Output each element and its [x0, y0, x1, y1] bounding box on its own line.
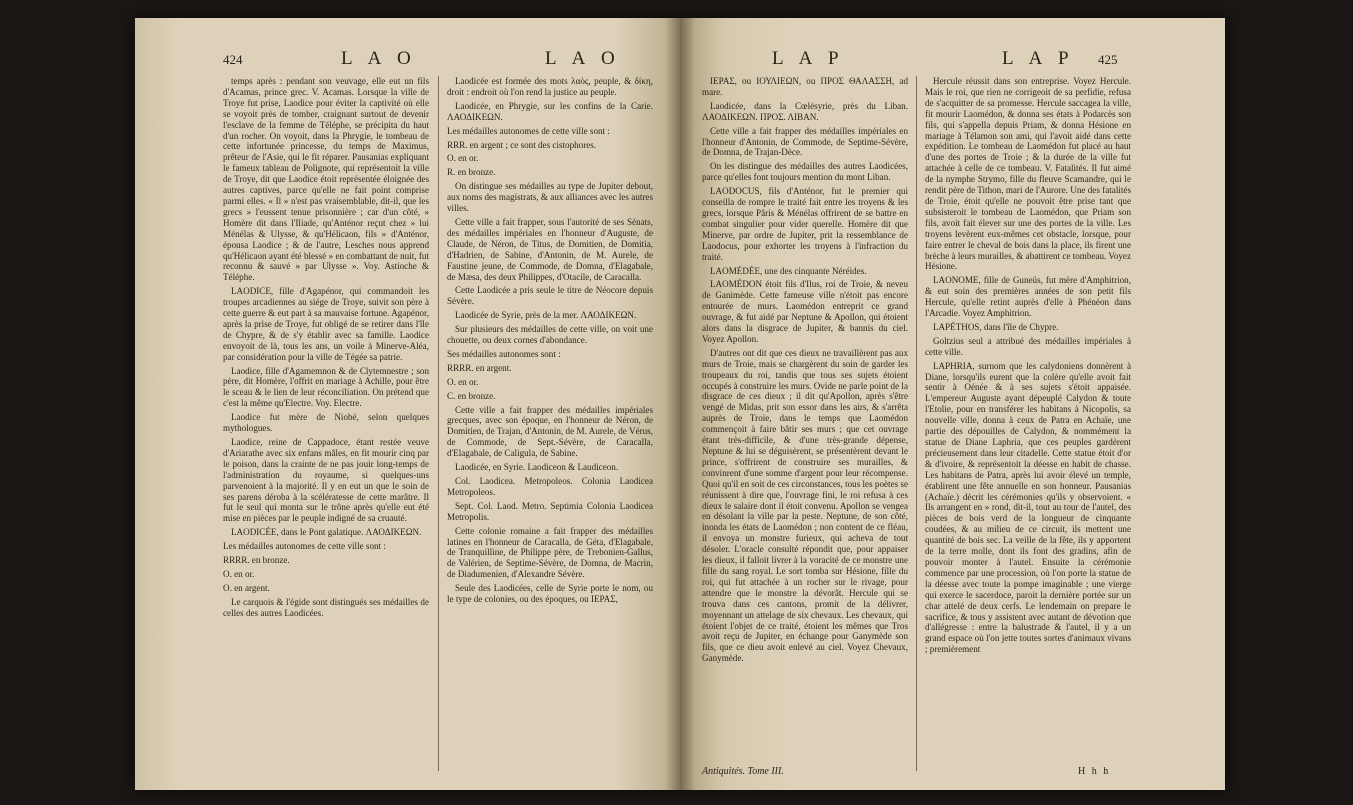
- right-running-head: [702, 48, 1122, 70]
- paragraph: Ses médailles autonomes sont :: [447, 348, 561, 359]
- right-page: [680, 18, 1225, 790]
- paragraph: Col. Laodicea. Metropoleos. Colonia Laodicea Metropoleos.: [447, 476, 653, 497]
- paragraph: On les distingue des médailles des autres Laodicées, parce qu'elles font toujours mention du mont Liban.: [702, 161, 908, 183]
- footer-volume-text: Antiquités. Tome III.: [702, 766, 784, 777]
- left-column-1: [223, 76, 429, 622]
- page-number: 425: [1098, 52, 1118, 67]
- paragraph: Les médailles autonomes de cette ville sont :: [447, 125, 610, 136]
- paragraph: Sept. Col. Laod. Metro. Septimia Colonia Laodicea Metropolis.: [447, 500, 653, 522]
- paragraph: LAPHRIA, surnom que les calydoniens donnèrent à Diane, lorsqu'ils eurent que la colère qu'elle avoit fait sentir à Oénée & à ses sujets s'étoit appaisée. L'empereur Auguste ayant dépeuplé Calydon & toute l'Etolie, pour en transférer les habitans à Nicopolis, sa nouvelle ville, donna à ceux de Patra en Achaïe, une partie des dépouilles de Calydon, & nommément la statue de Diane Laphria, que ces peuples gardèrent précieusement dans leur citadelle. Cette statue étoit d'or & d'ivoire, & représentoit la déesse en habit de chasse. Les habitans de Patra, après lui avoir élevé un temple, établirent une fête annuelle en son honneur. Pausanias (Achaïe.) décrit les cérémonies qu'ils y observoient. « Ils arrangent en » rond, dit-il, tout au tour de l'autel, des pièces de bois verd de la longueur de cinquante coudées, & au milieu de ce circuit, ils mettent une quantité de bois sec. La veille de la fête, ils y apportent de la terre molle, dont ils font des gradins, afin de pouvoir monter à l'autel. Ensuite la cérémonie commence par une procession, où l'on porte la statue de la déesse avec toute la pompe imaginable ; une vierge qui exerce le sacerdoce, paroit la dernière portée sur un char attelé de deux cerfs. Le lendemain on prepare le sacrifice, & tous y assistent avec autant de dévotion que d'allégresse : entre la balustrade & l'autel, il y a un grand espace où l'on jette toutes sortes d'animaux vivans ; premièrement: [925, 360, 1131, 655]
- page-number: 424: [223, 52, 243, 67]
- paragraph: Laodicée, dans la Cœlésyrie, près du Liban. ΛΑΟΔΙΚΕΩΝ. ΠΡΟΣ. ΛΙΒΑΝ.: [702, 100, 908, 122]
- paragraph: O. en or.: [447, 153, 479, 164]
- paragraph: LAOMÉDÉE, une des cinquante Néréides.: [710, 265, 867, 276]
- running-title-repeat: L A P: [772, 48, 845, 69]
- paragraph: temps après : pendant son veuvage, elle eut un fils d'Acamas, prince grec. V. Acamas. Lorsque la ville de Troye fut prise, Laodice pour éviter la captivité où elle se voyoit près de tomber, craignant surtout de devenir l'esclave de la femme de Téléphe, se précipita du haut d'un rocher. On voyoit, dans la Phrygie, le tombeau de cette infortunée princesse, du temps de Maximus, prêteur de l'Asie, qui le fit réparer. Pausanias expliquant le fameux tableau de Polignote, qui représentoit la ville de Troye, dit que Laodice étoit représentée éloignée des autres captives, parce qu'elle ne fait point comprise parmi elles. « Il » n'est pas vraisemblable, dit-il, que les grecs » l'eussent tenue prisonnière ; car d'un côté, » Homère dit dans l'Iliade, qu'Anténor reçut chez » lui Ménélas & Ulysse, & qu'Hélicaon, fils » d'Anténor, épousa Laodice ; & de l'autre, Lesches nous apprend qu'Hélicaon ayant été blessé » en combattant de nuit, fut reconnu & sauvé » par Ulysse ». Voy. Astioche & Téléphe.: [223, 76, 429, 283]
- paragraph: Cette colonie romaine a fait frapper des médailles latines en l'honneur de Caracalla, de Géta, d'Elagabale, de Tranquilline, de Philippe père, de Trebonien-Gallus, de Valérien, de Septime-Sévère, de Domna, de Macrin, de Diadumenien, d'Alexandre Sévère.: [447, 525, 653, 580]
- paragraph: Cette ville a fait frapper des médailles impériales en l'honneur d'Antonin, de Commode, de Septime-Sévère, de Domna, de Trajan-Dèce.: [702, 125, 908, 158]
- paragraph: Goltzius seul a attribué des médailles impériales à cette ville.: [925, 335, 1131, 357]
- signature-mark: H h h: [1078, 766, 1111, 777]
- paragraph: Laodicée, en Phrygie, sur les confins de la Carie. ΛΑΟΔΙΚΕΩΝ.: [447, 100, 653, 122]
- footer-volume: [702, 766, 784, 777]
- paragraph: R. en bronze.: [447, 167, 496, 178]
- paragraph: ΙΕΡΑΣ, ou ΙΟΥΛΙΕΩΝ, ou ΠΡΟΣ ΘΑΛΑΣΣΗ, ad mare.: [702, 76, 908, 97]
- paragraph: RRR. en argent ; ce sont des cistophores.: [447, 139, 597, 150]
- book-spread: [135, 18, 1225, 790]
- paragraph: LAOMÉDON étoit fils d'Ilus, roi de Troie, & neveu de Ganimède. Cette fameuse ville n'étoit pas encore entourée de murs. Laomédon entreprit ce grand ouvrage, & fut aidé par Neptune & Apollon, qui étoient alors dans la disgrace de Jupiter, & bannis du ciel. Voyez Apollon.: [702, 279, 908, 344]
- paragraph: RRRR. en argent.: [447, 362, 512, 373]
- paragraph: Cette Laodicée a pris seule le titre de Néocore depuis Sévère.: [447, 285, 653, 307]
- paragraph: LAPÉTHOS, dans l'île de Chypre.: [933, 321, 1059, 332]
- paragraph: Laodice, reine de Cappadoce, étant restée veuve d'Ariarathe avec six enfans mâles, en fit mourir cinq par le poison, dans la crainte de ne pas jouir long-temps de l'administration du royaume, si quelques-uns parvenoient à la majorité. Il y en eut un que le soin de ses parens déroba à la scélératesse de cette marâtre. Il fut le seul qui monta sur le trône après qu'elle eut été mise en pièces par le peuple indigné de sa cruauté.: [223, 437, 429, 524]
- left-column-2: [447, 76, 653, 608]
- left-page: [135, 18, 680, 790]
- paragraph: LAODICÉE, dans le Pont galatique. ΛΑΟΔΙΚΕΩΝ.: [231, 527, 422, 538]
- paragraph: O. en or.: [223, 568, 255, 579]
- paragraph: LAODOCUS, fils d'Anténor, fut le premier qui conseilla de rompre le traité fait entre les troyens & les grecs, lorsque Pâris & Ménélas offrirent de se battre en combat singulier pour vider querelle. Homère dit que Minerve, par ordre de Jupiter, prit la ressemblance de Laodocus, pour exhorter les troyens à l'infraction du traité.: [702, 186, 908, 262]
- paragraph: Laodicée est formée des mots λαὸς, peuple, & δίκη, droit : endroit où l'on rend la justice au peuple.: [447, 76, 653, 97]
- paragraph: On distingue ses médailles au type de Jupiter debout, aux noms des magistrats, & aux alliances avec les autres villes.: [447, 181, 653, 214]
- paragraph: D'autres ont dit que ces dieux ne travaillèrent pas aux murs de Troie, mais se chargèrent du soin de garder les troupeaux du roi, tandis que tous ses sujets étoient occupés à construire les murs. Ovide ne parle point de la disgrace de ces dieux ; il dit qu'Apollon, après s'être vengé de Midas, prit son essor dans les airs, & s'arrêta auprès de Troie, dans le temps que Laomédon commençoit à faire bâtir ses murs ; que cet ouvrage étant très-difficile, & d'une très-grande dépense, Neptune & lui se déguisèrent, se présentèrent devant le prince, s'offrirent de construire ses murailles, & convinrent d'une somme d'argent pour leur récompense. Quoi qu'il en soit de ces circonstances, tous les poètes se réunissent à dire que, l'ouvrage fini, le roi refusa à ces dieux le salaire dont il étoit convenu. Apollon se vengea en désolant la ville par la peste. Neptune, de son côté, inonda les états de Laomédon ; non content de ce fléau, il envoya un monstre furieux, qui acheva de tout désoler. L'oracle consulté répondit que, pour appaiser les dieux, il falloit livrer à la voracité de ce monstre une fille du sang royal. Le sort tomba sur Hésione, fille du roi, qui fut attachée à un rocher sur le rivage, pour attendre que le monstre la dévorât. Hercule qui se trouva dans ces cantons, promit de la délivrer, moyennant un attelage de six chevaux. Les chevaux, qui étoient l'objet de ce traité, étoient les mêmes que Tros avoit reçu de Jupiter, en échange pour Ganymède son fils, que ce dieu avoit enlevé au ciel. Voyez Chevaux, Ganymède.: [702, 347, 908, 664]
- paragraph: Laodice, fille d'Agamemnon & de Clytemnestre ; son père, dit Homère, l'offrit en mariage à Achille, pour être le sceau & le lien de leur réconciliation. On prétend que c'est la même qu'Electre. Voy. Electre.: [223, 365, 429, 409]
- paragraph: Cette ville a fait frapper des médailles impériales grecques, avec son époque, en l'honneur de Néron, de Domitien, de Trajan, d'Antonin, de M. Aurele, de Vérus, de Commode, de Sept.-Sévère, de Caracalla, d'Elagabale, de Caligula, de Sabine.: [447, 404, 653, 459]
- paragraph: Seule des Laodicées, celle de Syrie porte le nom, ou le type de colonies, ou des époques, ou ΙΕΡΑΣ,: [447, 583, 653, 605]
- paragraph: RRRR. en bronze.: [223, 555, 290, 566]
- paragraph: Le carquois & l'égide sont distingués ses médailles de celles des autres Laodicées.: [223, 596, 429, 618]
- paragraph: Sur plusieurs des médailles de cette ville, on voit une chouette, ou deux cornes d'abondance.: [447, 324, 653, 346]
- right-column-2: [925, 76, 1131, 658]
- paragraph: Laodicée de Syrie, près de la mer. ΛΑΟΔΙΚΕΩΝ.: [455, 310, 637, 321]
- paragraph: C. en bronze.: [447, 390, 496, 401]
- paragraph: O. en or.: [447, 376, 479, 387]
- paragraph: Cette ville a fait frapper, sous l'autorité de ses Sénats, des médailles impériales en l'honneur d'Auguste, de Claude, de Néron, de Titus, de Domitien, de Domitia, d'Hadrien, de Sabine, d'Antonin, de M. Aurele, de Faustine jeune, de Commode, de Domna, d'Elagabale, de Mæsa, des deux Philippes, d'Otacile, de Caracalla.: [447, 216, 653, 282]
- paragraph: LAODICE, fille d'Agapénor, qui commandoit les troupes arcadiennes au siége de Troye, suivit son père à cette guerre & eut part à sa mauvaise fortune. Agapénor, après la prise de Troye, fut obligé de se retirer dans l'île de Chypre, & de s'y établir avec sa famille. Laodice envoyoit de là, tous les ans, un voile à Minerve-Aléa, par considération pour la ville de Tégée sa patrie.: [223, 286, 429, 362]
- column-rule: [916, 76, 917, 771]
- running-title: L A P: [1002, 48, 1075, 69]
- column-rule: [438, 76, 439, 771]
- paragraph: Hercule réussit dans son entreprise. Voyez Hercule. Mais le roi, que rien ne corrigeoit de sa perfidie, refusa de s'acquitter de sa promesse. Hercule saccagea la ville, fit mourir Laomédon, & donna ses états à Podarcès son fils, qui s'appella depuis Priam, & donna Hésione en mariage à Télamon son ami, qui l'avoit aidé dans cette expédition. Le tombeau de Laomédon fut placé au haut d'une des portes de Troie ; & la durée de la ville fut attachée à celle de ce tombeau. V. Fatalités. Il fut aimé de la nymphe Strymo, fille du fleuve Scamandre, qui le rendit père de Tithon, mari de l'Aurore. Une des fatalités de Troie, étoit qu'elle ne pouvoit être prise tant que subsisteroit le tombeau de Laomédon, que Priam son fils, avoit fait élever sur une des portes de la ville. Les troyens levèrent eux-mêmes cet obstacle, lorsque, pour faire entrer le cheval de bois dans la place, ils firent une brèche à leurs murailles, & abattirent ce tombeau. Voyez Hésione.: [925, 76, 1131, 272]
- right-column-1: [702, 76, 908, 667]
- paragraph: Laodice fut mère de Niobé, selon quelques mythologues.: [223, 412, 429, 434]
- paragraph: O. en argent.: [223, 582, 270, 593]
- running-title: L A O: [341, 48, 417, 69]
- paragraph: Laodicée, en Syrie. Laodiceon & Laudiceon.: [455, 462, 619, 473]
- left-running-head: [223, 48, 643, 70]
- book-gutter: [665, 18, 695, 790]
- paragraph: LAONOME, fille de Guneüs, fut mère d'Amphitrion, & eut soin des premières années de son petit fils Hercule, qu'elle retint auprès d'elle à Phénéon dans l'Arcadie. Voyez Amphitrion.: [925, 275, 1131, 319]
- paragraph: Les médailles autonomes de cette ville sont :: [223, 541, 386, 552]
- running-title-repeat: L A O: [545, 48, 621, 69]
